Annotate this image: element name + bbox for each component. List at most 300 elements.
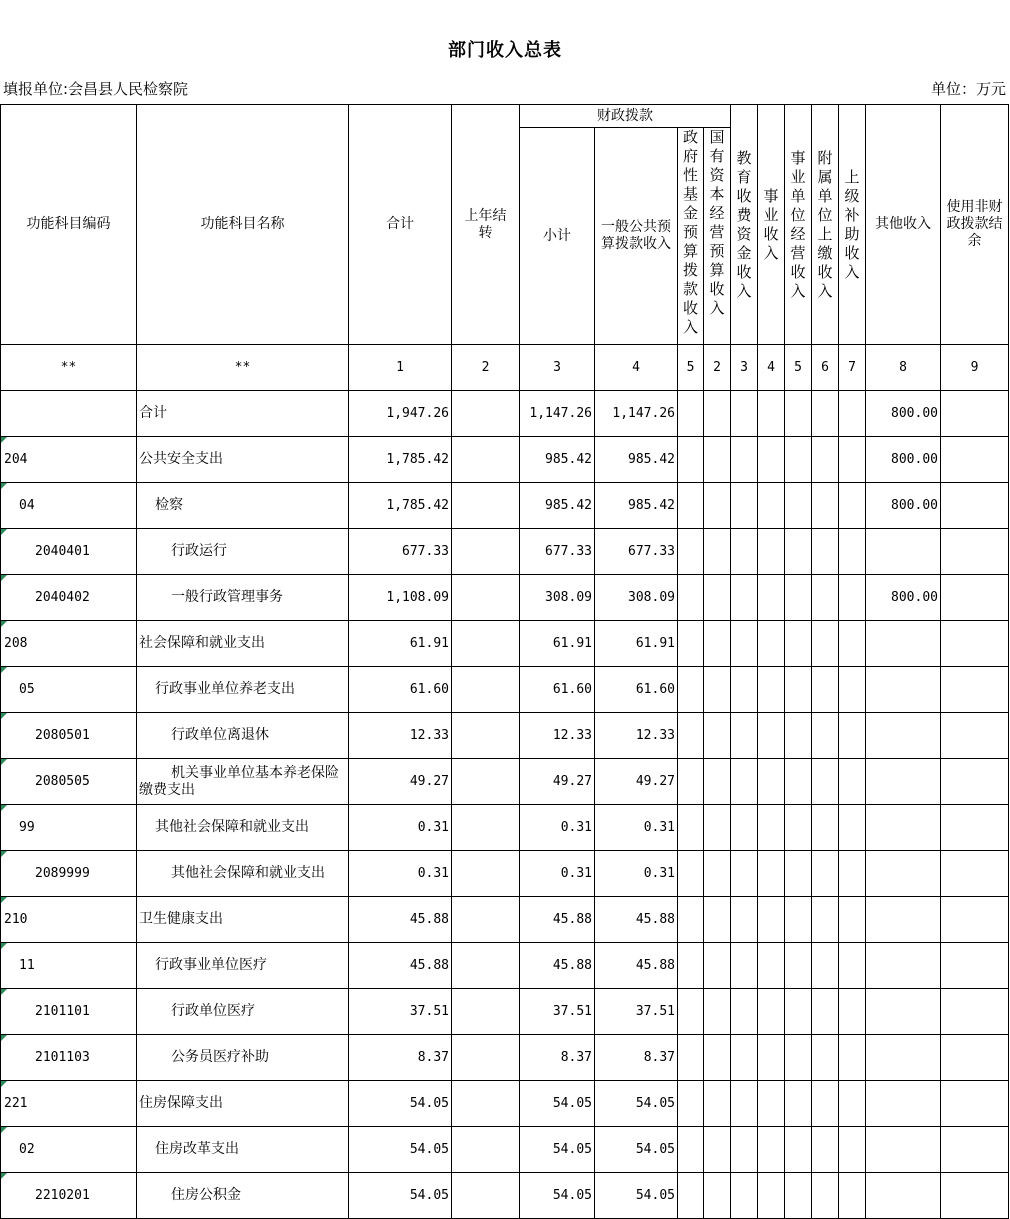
- empty-cell: [704, 851, 731, 897]
- table-row: [1, 897, 1009, 943]
- empty-cell: [678, 759, 704, 805]
- empty-cell: [678, 1127, 704, 1173]
- table-row: [1, 943, 1009, 989]
- subtotal-cell: 45.88: [520, 943, 595, 989]
- empty-cell: [839, 483, 866, 529]
- empty-cell: [839, 437, 866, 483]
- subtotal-cell: 45.88: [520, 897, 595, 943]
- carryover-cell: [452, 575, 520, 621]
- empty-cell: [678, 943, 704, 989]
- empty-cell: [785, 483, 812, 529]
- column-index-cell: 4: [758, 345, 785, 391]
- general-budget-cell: 308.09: [595, 575, 678, 621]
- empty-cell: [941, 621, 1009, 667]
- empty-cell: [785, 805, 812, 851]
- empty-cell: [812, 1035, 839, 1081]
- empty-cell: [758, 575, 785, 621]
- empty-cell: [941, 391, 1009, 437]
- empty-cell: [839, 575, 866, 621]
- empty-cell: [758, 667, 785, 713]
- function-name-cell: 行政运行: [137, 529, 349, 575]
- empty-cell: [704, 805, 731, 851]
- header-subtotal: 小计: [520, 128, 595, 345]
- total-cell: 677.33: [349, 529, 452, 575]
- total-cell: 8.37: [349, 1035, 452, 1081]
- empty-cell: [731, 483, 758, 529]
- function-name-cell: 检察: [137, 483, 349, 529]
- empty-cell: [731, 1035, 758, 1081]
- header-fiscal-group: 财政拨款: [520, 105, 731, 128]
- function-name-cell: 住房公积金: [137, 1173, 349, 1219]
- empty-cell: [812, 989, 839, 1035]
- empty-cell: [758, 943, 785, 989]
- function-code-cell: 210: [1, 897, 137, 943]
- carryover-cell: [452, 943, 520, 989]
- empty-cell: [941, 805, 1009, 851]
- table-row: [1, 1081, 1009, 1127]
- function-name-cell: 一般行政管理事务: [137, 575, 349, 621]
- function-code-cell: 04: [1, 483, 137, 529]
- table-row: [1, 713, 1009, 759]
- function-code-cell: 2040402: [1, 575, 137, 621]
- empty-cell: [812, 621, 839, 667]
- empty-cell: [678, 575, 704, 621]
- empty-cell: [812, 759, 839, 805]
- other-income-cell: [866, 667, 941, 713]
- empty-cell: [758, 1127, 785, 1173]
- header-education-fee: 教育收费资金收入: [731, 105, 758, 345]
- general-budget-cell: 45.88: [595, 943, 678, 989]
- empty-cell: [785, 897, 812, 943]
- function-name-cell: 其他社会保障和就业支出: [137, 851, 349, 897]
- empty-cell: [731, 943, 758, 989]
- empty-cell: [812, 713, 839, 759]
- table-row: [1, 575, 1009, 621]
- column-index-cell: 9: [941, 345, 1009, 391]
- function-name-cell: 机关事业单位基本养老保险缴费支出: [137, 759, 349, 805]
- header-business-operation: 事业单位经营收入: [785, 105, 812, 345]
- carryover-cell: [452, 851, 520, 897]
- column-index-cell: 3: [520, 345, 595, 391]
- subtotal-cell: 677.33: [520, 529, 595, 575]
- empty-cell: [758, 851, 785, 897]
- other-income-cell: [866, 805, 941, 851]
- empty-cell: [678, 805, 704, 851]
- carryover-cell: [452, 529, 520, 575]
- empty-cell: [731, 989, 758, 1035]
- other-income-cell: [866, 989, 941, 1035]
- table-row: [1, 437, 1009, 483]
- empty-cell: [785, 1081, 812, 1127]
- empty-cell: [839, 529, 866, 575]
- empty-cell: [731, 529, 758, 575]
- header-affiliate-payment: 附属单位上缴收入: [812, 105, 839, 345]
- total-cell: 37.51: [349, 989, 452, 1035]
- function-code-cell: 2210201: [1, 1173, 137, 1219]
- empty-cell: [758, 805, 785, 851]
- empty-cell: [678, 851, 704, 897]
- empty-cell: [941, 437, 1009, 483]
- empty-cell: [839, 1173, 866, 1219]
- empty-cell: [839, 1081, 866, 1127]
- empty-cell: [704, 1127, 731, 1173]
- empty-cell: [678, 667, 704, 713]
- empty-cell: [785, 1035, 812, 1081]
- total-cell: 1,785.42: [349, 437, 452, 483]
- column-index-cell: **: [137, 345, 349, 391]
- reporting-unit: 填报单位:会昌县人民检察院: [3, 80, 189, 98]
- column-index-cell: 4: [595, 345, 678, 391]
- subtotal-cell: 49.27: [520, 759, 595, 805]
- header-business-income: 事业收入: [758, 105, 785, 345]
- carryover-cell: [452, 897, 520, 943]
- empty-cell: [731, 851, 758, 897]
- empty-cell: [785, 529, 812, 575]
- carryover-cell: [452, 1173, 520, 1219]
- header-code: 功能科目编码: [1, 105, 137, 345]
- total-cell: 49.27: [349, 759, 452, 805]
- function-name-cell: 住房改革支出: [137, 1127, 349, 1173]
- subtotal-cell: 308.09: [520, 575, 595, 621]
- subtotal-cell: 1,147.26: [520, 391, 595, 437]
- total-cell: 1,947.26: [349, 391, 452, 437]
- header-superior-subsidy: 上级补助收入: [839, 105, 866, 345]
- column-index-cell: 3: [731, 345, 758, 391]
- empty-cell: [941, 897, 1009, 943]
- empty-cell: [731, 713, 758, 759]
- other-income-cell: 800.00: [866, 391, 941, 437]
- function-name-cell: 社会保障和就业支出: [137, 621, 349, 667]
- empty-cell: [839, 759, 866, 805]
- empty-cell: [678, 1173, 704, 1219]
- column-index-cell: 6: [812, 345, 839, 391]
- empty-cell: [812, 437, 839, 483]
- general-budget-cell: 61.91: [595, 621, 678, 667]
- other-income-cell: [866, 897, 941, 943]
- empty-cell: [704, 1173, 731, 1219]
- table-row: [1, 667, 1009, 713]
- empty-cell: [731, 1081, 758, 1127]
- carryover-cell: [452, 1127, 520, 1173]
- empty-cell: [758, 391, 785, 437]
- general-budget-cell: 0.31: [595, 805, 678, 851]
- general-budget-cell: 45.88: [595, 897, 678, 943]
- table-row: [1, 851, 1009, 897]
- function-code-cell: 208: [1, 621, 137, 667]
- total-cell: 61.60: [349, 667, 452, 713]
- empty-cell: [941, 851, 1009, 897]
- function-code-cell: 2040401: [1, 529, 137, 575]
- empty-cell: [704, 1035, 731, 1081]
- empty-cell: [704, 759, 731, 805]
- total-cell: 54.05: [349, 1173, 452, 1219]
- carryover-cell: [452, 621, 520, 667]
- subtotal-cell: 0.31: [520, 805, 595, 851]
- empty-cell: [839, 1127, 866, 1173]
- empty-cell: [812, 483, 839, 529]
- column-index-cell: **: [1, 345, 137, 391]
- function-name-cell: 公务员医疗补助: [137, 1035, 349, 1081]
- empty-cell: [758, 529, 785, 575]
- empty-cell: [839, 621, 866, 667]
- subtotal-cell: 8.37: [520, 1035, 595, 1081]
- general-budget-cell: 0.31: [595, 851, 678, 897]
- empty-cell: [785, 575, 812, 621]
- general-budget-cell: 37.51: [595, 989, 678, 1035]
- total-cell: 54.05: [349, 1081, 452, 1127]
- carryover-cell: [452, 989, 520, 1035]
- empty-cell: [941, 483, 1009, 529]
- subtotal-cell: 54.05: [520, 1081, 595, 1127]
- other-income-cell: [866, 621, 941, 667]
- empty-cell: [758, 1173, 785, 1219]
- empty-cell: [704, 483, 731, 529]
- table-row: [1, 391, 1009, 437]
- empty-cell: [758, 621, 785, 667]
- empty-cell: [812, 1081, 839, 1127]
- other-income-cell: [866, 1127, 941, 1173]
- other-income-cell: 800.00: [866, 437, 941, 483]
- other-income-cell: [866, 759, 941, 805]
- column-index-row: [1, 345, 1009, 391]
- subtotal-cell: 61.91: [520, 621, 595, 667]
- column-index-cell: 7: [839, 345, 866, 391]
- column-index-cell: 5: [785, 345, 812, 391]
- function-code-cell: 2101103: [1, 1035, 137, 1081]
- carryover-cell: [452, 391, 520, 437]
- empty-cell: [704, 1081, 731, 1127]
- empty-cell: [839, 391, 866, 437]
- column-index-cell: 2: [452, 345, 520, 391]
- general-budget-cell: 1,147.26: [595, 391, 678, 437]
- empty-cell: [678, 897, 704, 943]
- header-non-fiscal-balance: 使用非财政拨款结余: [941, 105, 1009, 345]
- empty-cell: [731, 1173, 758, 1219]
- empty-cell: [731, 621, 758, 667]
- general-budget-cell: 54.05: [595, 1173, 678, 1219]
- empty-cell: [812, 1127, 839, 1173]
- empty-cell: [839, 897, 866, 943]
- empty-cell: [941, 575, 1009, 621]
- empty-cell: [941, 1035, 1009, 1081]
- header-gov-fund: 政府性基金预算拨款收入: [678, 128, 704, 345]
- empty-cell: [678, 391, 704, 437]
- empty-cell: [812, 851, 839, 897]
- empty-cell: [731, 897, 758, 943]
- total-cell: 0.31: [349, 851, 452, 897]
- empty-cell: [785, 391, 812, 437]
- header-general-budget: 一般公共预算拨款收入: [595, 128, 678, 345]
- empty-cell: [704, 529, 731, 575]
- empty-cell: [941, 713, 1009, 759]
- general-budget-cell: 985.42: [595, 437, 678, 483]
- currency-unit: 单位：万元: [930, 80, 1006, 98]
- empty-cell: [758, 759, 785, 805]
- general-budget-cell: 61.60: [595, 667, 678, 713]
- column-index-cell: 8: [866, 345, 941, 391]
- other-income-cell: [866, 529, 941, 575]
- table-row: [1, 483, 1009, 529]
- empty-cell: [839, 713, 866, 759]
- other-income-cell: 800.00: [866, 575, 941, 621]
- empty-cell: [704, 943, 731, 989]
- empty-cell: [785, 713, 812, 759]
- general-budget-cell: 54.05: [595, 1081, 678, 1127]
- function-code-cell: 2080501: [1, 713, 137, 759]
- function-code-cell: 05: [1, 667, 137, 713]
- other-income-cell: [866, 1035, 941, 1081]
- empty-cell: [731, 759, 758, 805]
- general-budget-cell: 8.37: [595, 1035, 678, 1081]
- empty-cell: [785, 851, 812, 897]
- empty-cell: [941, 529, 1009, 575]
- subtotal-cell: 985.42: [520, 437, 595, 483]
- empty-cell: [941, 989, 1009, 1035]
- general-budget-cell: 677.33: [595, 529, 678, 575]
- empty-cell: [758, 483, 785, 529]
- total-cell: 1,785.42: [349, 483, 452, 529]
- general-budget-cell: 54.05: [595, 1127, 678, 1173]
- empty-cell: [812, 897, 839, 943]
- empty-cell: [785, 943, 812, 989]
- empty-cell: [812, 391, 839, 437]
- empty-cell: [812, 1173, 839, 1219]
- subtotal-cell: 12.33: [520, 713, 595, 759]
- header-total: 合计: [349, 105, 452, 345]
- function-name-cell: 住房保障支出: [137, 1081, 349, 1127]
- empty-cell: [785, 989, 812, 1035]
- function-code-cell: 2101101: [1, 989, 137, 1035]
- empty-cell: [731, 575, 758, 621]
- other-income-cell: [866, 1173, 941, 1219]
- empty-cell: [678, 529, 704, 575]
- carryover-cell: [452, 1081, 520, 1127]
- empty-cell: [785, 1127, 812, 1173]
- empty-cell: [812, 575, 839, 621]
- empty-cell: [704, 713, 731, 759]
- column-index-cell: 5: [678, 345, 704, 391]
- function-name-cell: 行政事业单位养老支出: [137, 667, 349, 713]
- total-cell: 12.33: [349, 713, 452, 759]
- table-row: [1, 759, 1009, 805]
- empty-cell: [941, 943, 1009, 989]
- table-row: [1, 529, 1009, 575]
- empty-cell: [678, 437, 704, 483]
- general-budget-cell: 49.27: [595, 759, 678, 805]
- function-name-cell: 行政单位离退休: [137, 713, 349, 759]
- function-name-cell: 卫生健康支出: [137, 897, 349, 943]
- subtotal-cell: 0.31: [520, 851, 595, 897]
- subtotal-cell: 37.51: [520, 989, 595, 1035]
- other-income-cell: [866, 713, 941, 759]
- empty-cell: [941, 667, 1009, 713]
- empty-cell: [941, 1173, 1009, 1219]
- empty-cell: [812, 529, 839, 575]
- function-name-cell: 公共安全支出: [137, 437, 349, 483]
- other-income-cell: [866, 943, 941, 989]
- function-name-cell: 行政单位医疗: [137, 989, 349, 1035]
- subtotal-cell: 61.60: [520, 667, 595, 713]
- empty-cell: [704, 667, 731, 713]
- empty-cell: [678, 1081, 704, 1127]
- empty-cell: [678, 713, 704, 759]
- table-row: [1, 989, 1009, 1035]
- empty-cell: [758, 1035, 785, 1081]
- function-code-cell: 99: [1, 805, 137, 851]
- empty-cell: [839, 989, 866, 1035]
- function-code-cell: [1, 391, 137, 437]
- function-name-cell: 合计: [137, 391, 349, 437]
- function-name-cell: 其他社会保障和就业支出: [137, 805, 349, 851]
- table-row: [1, 621, 1009, 667]
- empty-cell: [704, 391, 731, 437]
- carryover-cell: [452, 713, 520, 759]
- empty-cell: [704, 437, 731, 483]
- other-income-cell: 800.00: [866, 483, 941, 529]
- header-state-capital: 国有资本经营预算收入: [704, 128, 731, 345]
- empty-cell: [785, 437, 812, 483]
- empty-cell: [704, 575, 731, 621]
- carryover-cell: [452, 805, 520, 851]
- empty-cell: [678, 621, 704, 667]
- empty-cell: [941, 1081, 1009, 1127]
- empty-cell: [704, 989, 731, 1035]
- total-cell: 1,108.09: [349, 575, 452, 621]
- empty-cell: [785, 759, 812, 805]
- total-cell: 45.88: [349, 897, 452, 943]
- empty-cell: [731, 391, 758, 437]
- carryover-cell: [452, 437, 520, 483]
- empty-cell: [812, 667, 839, 713]
- income-summary-table: [0, 104, 1009, 1219]
- empty-cell: [758, 897, 785, 943]
- function-code-cell: 11: [1, 943, 137, 989]
- function-code-cell: 02: [1, 1127, 137, 1173]
- total-cell: 61.91: [349, 621, 452, 667]
- empty-cell: [839, 805, 866, 851]
- empty-cell: [704, 621, 731, 667]
- empty-cell: [839, 1035, 866, 1081]
- table-row: [1, 1035, 1009, 1081]
- subtotal-cell: 54.05: [520, 1173, 595, 1219]
- subtotal-cell: 985.42: [520, 483, 595, 529]
- report-title: 部门收入总表: [448, 40, 562, 61]
- general-budget-cell: 12.33: [595, 713, 678, 759]
- empty-cell: [731, 437, 758, 483]
- empty-cell: [839, 943, 866, 989]
- empty-cell: [941, 1127, 1009, 1173]
- column-index-cell: 1: [349, 345, 452, 391]
- empty-cell: [941, 759, 1009, 805]
- empty-cell: [812, 943, 839, 989]
- function-name-cell: 行政事业单位医疗: [137, 943, 349, 989]
- function-code-cell: 221: [1, 1081, 137, 1127]
- empty-cell: [678, 1035, 704, 1081]
- function-code-cell: 2089999: [1, 851, 137, 897]
- empty-cell: [678, 483, 704, 529]
- other-income-cell: [866, 1081, 941, 1127]
- table-row: [1, 1173, 1009, 1219]
- total-cell: 0.31: [349, 805, 452, 851]
- empty-cell: [785, 1173, 812, 1219]
- total-cell: 45.88: [349, 943, 452, 989]
- carryover-cell: [452, 759, 520, 805]
- header-other-income: 其他收入: [866, 105, 941, 345]
- empty-cell: [758, 437, 785, 483]
- function-code-cell: 2080505: [1, 759, 137, 805]
- table-row: [1, 805, 1009, 851]
- empty-cell: [758, 1081, 785, 1127]
